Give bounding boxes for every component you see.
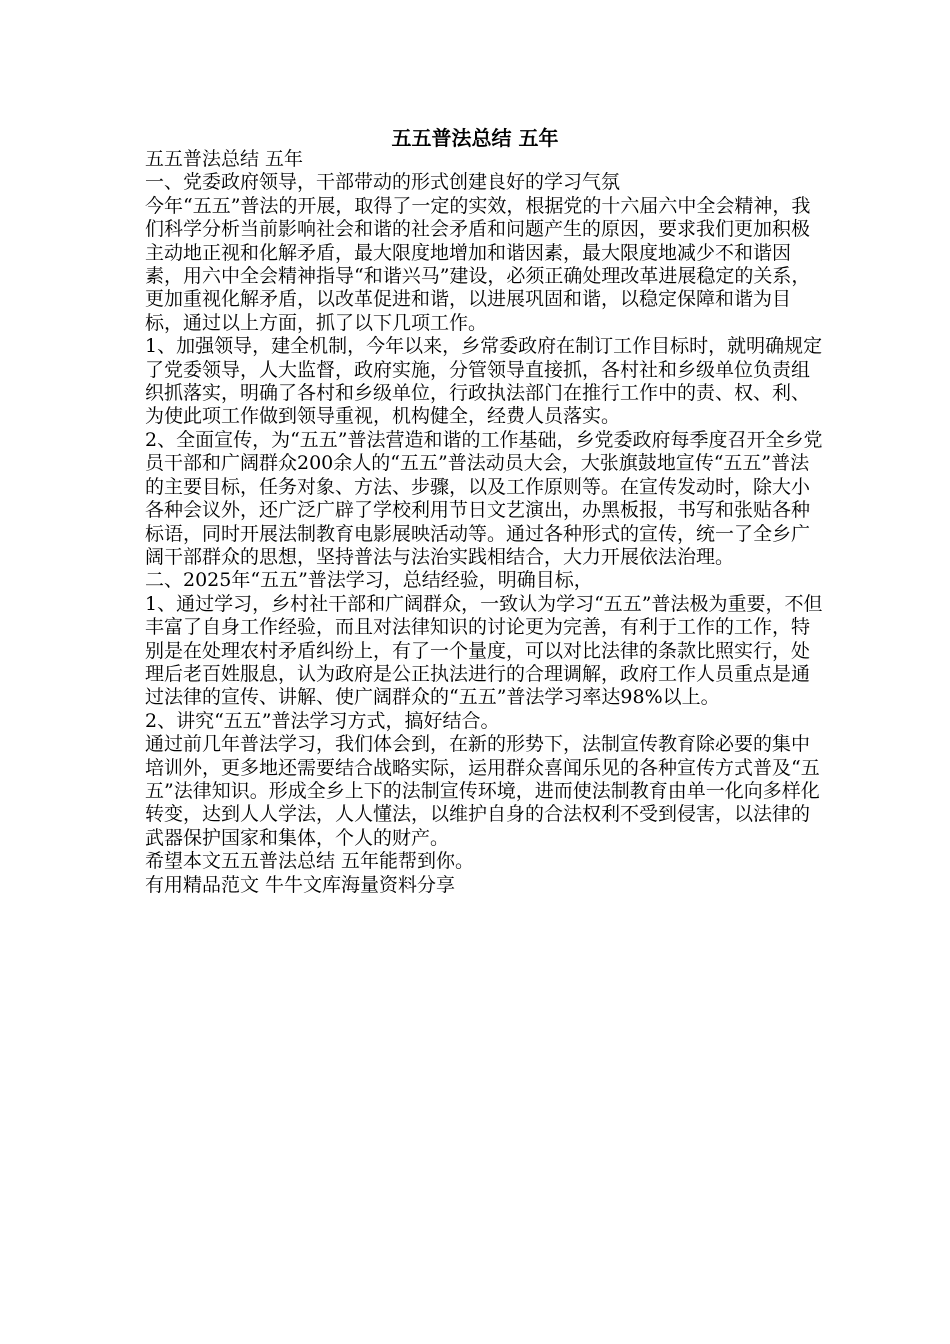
paragraph-item-3: 1、通过学习，乡村社干部和广阔群众，一致认为学习“五五”普法极为重要，不但丰富了自身工作经验，而且对法律知识的讨论更为完善，有利于工作的工作，特别是在处理农村矛盾纠纷上，有了一个量度，可以对比法律的条款比照实行，处理后老百姓服息，认为政府是公正执法进行的合理调解，政府工作人员重点是通过法律的宣传、讲解、使广阔群众的“五五”普法学习率达98%以上。 [145,592,823,709]
subtitle-line: 五五普法总结 五年 [145,148,304,170]
section-heading-2: 二、2025年“五五”普法学习，总结经验，明确目标， [145,569,593,592]
paragraph-item-4: 2、讲究“五五”普法学习方式，搞好结合。 [145,709,500,732]
section-heading-1: 一、党委政府领导，干部带动的形式创建良好的学习气氛 [145,171,621,194]
paragraph-body: 通过前几年普法学习，我们体会到，在新的形势下，法制宣传教育除必要的集中培训外，更多地还需要结合战略实际，运用群众喜闻乐见的各种宣传方式普及“五五”法律知识。形成全乡上下的法制宣传环境，进而使法制教育由单一化向多样化转变，达到人人学法，人人懂法，以维护自身的合法权利不受到侵害，以法律的武器保护国家和集体，个人的财产。 [145,733,820,849]
footer-line: 有用精品范文 牛牛文库海量资料分享 [145,873,456,896]
document-title: 五五普法总结 五年 [391,126,559,150]
paragraph-intro: 今年“五五”普法的开展，取得了一定的实效，根据党的十六届六中全会精神，我们科学分析当前影响社会和谐的社会矛盾和问题产生的原因，要求我们更加积极主动地正视和化解矛盾，最大限度地增加和谐因素，最大限度地减少不和谐因素，用六中全会精神指导“和谐兴马”建设，必须正确处理改革进展稳定的关系，更加重视化解矛盾，以改革促进和谐，以进展巩固和谐，以稳定保障和谐为目标，通过以上方面，抓了以下几项工作。 [145,194,811,334]
paragraph-item-2: 2、全面宣传，为“五五”普法营造和谐的工作基础，乡党委政府每季度召开全乡党员干部和广阔群众200余人的“五五”普法动员大会，大张旗鼓地宣传“五五”普法的主要目标，任务对象、方法、步骤，以及工作原则等。在宣传发动时，除大小各种会议外，还广泛广辟了学校利用节日文艺演出，办黑板报，书写和张贴各种标语，同时开展法制教育电影展映活动等。通过各种形式的宣传，统一了全乡广阔干部群众的思想，坚持普法与法治实践相结合，大力开展依法治理。 [145,428,823,568]
closing-line: 希望本文五五普法总结 五年能帮到你。 [145,850,475,873]
paragraph-item-1: 1、加强领导，建全机制，今年以来，乡常委政府在制订工作目标时，就明确规定了党委领导，人大监督，政府实施，分管领导直接抓，各村社和乡级单位负责组织抓落实，明确了各村和乡级单位，行政执法部门在推行工作中的责、权、利、为使此项工作做到领导重视，机构健全，经费人员落实。 [145,335,823,428]
document-body [145,148,825,897]
